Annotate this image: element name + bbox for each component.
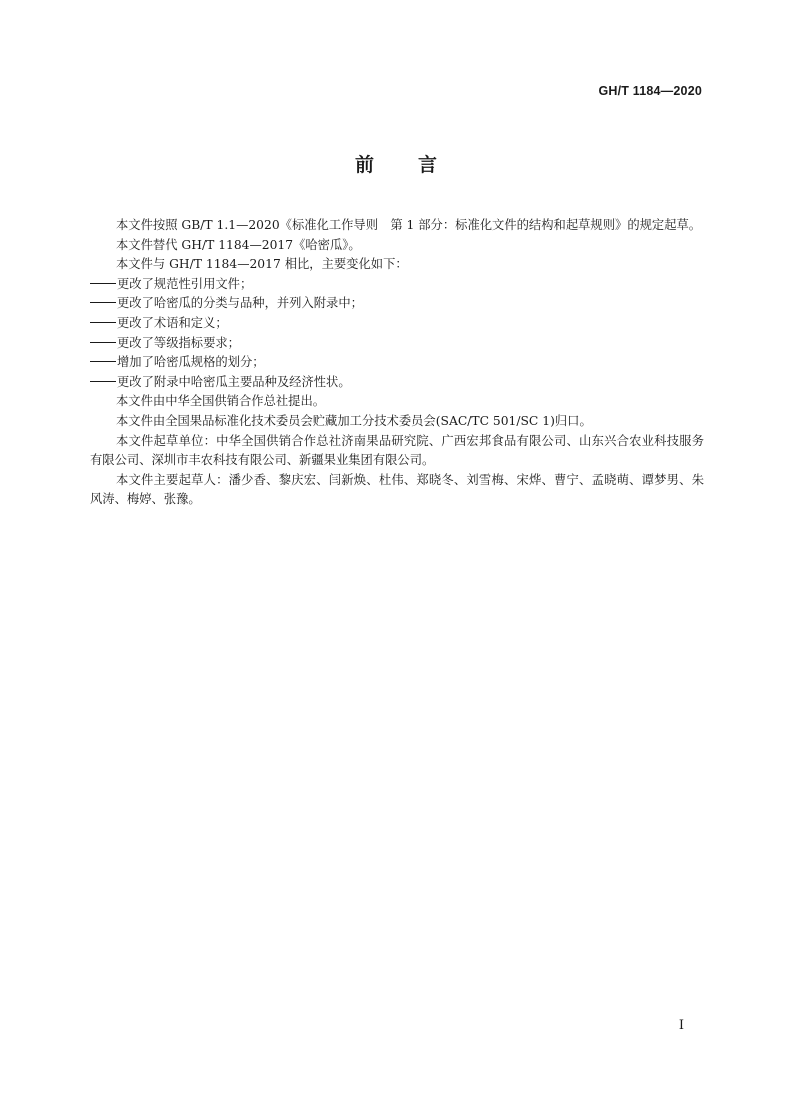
change-item (90, 275, 704, 295)
paragraph-drafting-rules: 本文件按照 GB/T 1.1—2020《标准化工作导则 第 1 部分：标准化文件的结构和起草规则》的规定起草。 (116, 218, 702, 232)
paragraph-drafters: 本文件主要起草人：潘少香、黎庆宏、闫新焕、杜伟、郑晓冬、刘雪梅、宋烨、曹宁、孟晓萌、谭梦男、朱风涛、梅婷、张豫。 (90, 472, 704, 507)
standard-code: GH/T 1184—2020 (598, 84, 702, 98)
dash-mark (90, 342, 116, 343)
change-item (90, 353, 704, 373)
paragraph-drafting-units: 本文件起草单位：中华全国供销合作总社济南果品研究院、广西宏邦食品有限公司、山东兴合农业科技服务有限公司、深圳市丰农科技有限公司、新疆果业集团有限公司。 (90, 433, 704, 468)
dash-mark (90, 322, 116, 323)
paragraph-changes-intro: 本文件与 GH/T 1184—2017 相比，主要变化如下： (116, 257, 408, 272)
change-item (90, 294, 704, 314)
document-body (90, 216, 704, 510)
dash-mark (90, 361, 116, 362)
paragraph-replaces: 本文件替代 GH/T 1184—2017《哈密瓜》。 (116, 237, 361, 252)
change-item (90, 314, 704, 334)
page-title: 前言 (354, 154, 481, 176)
change-item-text: 更改了哈密瓜的分类与品种，并列入附录中； (117, 296, 363, 311)
change-item-text: 更改了等级指标要求； (117, 335, 240, 350)
dash-mark (90, 283, 116, 284)
change-item-text: 增加了哈密瓜规格的划分； (117, 355, 265, 370)
change-item-text: 更改了附录中哈密瓜主要品种及经济性状。 (117, 374, 351, 389)
dash-mark (90, 302, 116, 303)
change-item-text: 更改了规范性引用文件； (117, 276, 253, 291)
paragraph-proposer: 本文件由中华全国供销合作总社提出。 (116, 394, 326, 409)
change-item (90, 373, 704, 393)
paragraph-committee: 本文件由全国果品标准化技术委员会贮藏加工分技术委员会(SAC/TC 501/SC 1)归口。 (116, 413, 592, 428)
page-number: I (678, 1018, 684, 1033)
change-item-text: 更改了术语和定义； (117, 315, 228, 330)
change-item (90, 334, 704, 354)
dash-mark (90, 381, 116, 382)
